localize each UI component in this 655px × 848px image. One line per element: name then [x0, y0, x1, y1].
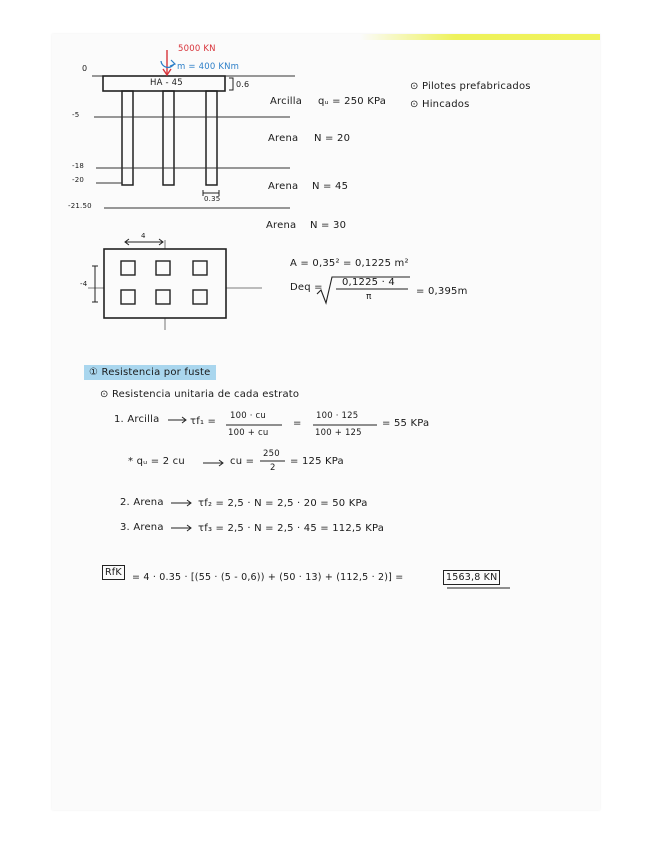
layer-3-name: Arena — [268, 181, 299, 192]
note-1: ⊙ Pilotes prefabricados — [410, 81, 531, 92]
layer-1-name: Arcilla — [270, 96, 303, 107]
arrow-qu — [203, 460, 223, 466]
arrow-arena2 — [171, 500, 191, 506]
rfk-expression: = 4 · 0.35 · [(55 · (5 - 0,6)) + (50 · 13) + (112,5 · 2)] = — [132, 572, 404, 583]
arena3-label: 3. Arena — [120, 522, 164, 533]
tau1-label: τf₁ = — [190, 416, 217, 427]
layer-2-prop: N = 20 — [314, 133, 351, 144]
cap-thickness-bracket — [229, 78, 233, 90]
tau2-formula: τf₂ = 2,5 · N = 2,5 · 20 = 50 KPa — [198, 498, 368, 509]
note-2: ⊙ Hincados — [410, 99, 470, 110]
plan-dim-top-label: 4 — [141, 232, 146, 240]
note-2-text: Hincados — [421, 99, 470, 110]
level-0: 0 — [82, 64, 88, 73]
pile-middle — [163, 91, 174, 185]
deq-numerator: 0,1225 · 4 — [342, 277, 395, 288]
plan-dim-side-value: 4 — [82, 280, 88, 288]
level-20: -20 — [72, 176, 85, 184]
frac1-denominator: 100 + cu — [228, 428, 269, 438]
qu-note: * qᵤ = 2 cu — [128, 456, 185, 467]
layer-4-name: Arena — [266, 220, 297, 231]
frac1-numerator: 100 · cu — [230, 411, 266, 421]
arcilla-label: 1. Arcilla — [114, 414, 160, 425]
load-moment-label: m = 400 KNm — [177, 62, 240, 72]
layer-1-prop: qᵤ = 250 KPa — [318, 96, 387, 107]
plan-dim-side-label: -4 — [80, 280, 88, 288]
level-18: -18 — [72, 162, 85, 170]
qu-numerator: 250 — [263, 449, 280, 459]
cu-label: cu = — [230, 456, 255, 467]
tau1-result: = 55 KPa — [382, 418, 430, 429]
pile-left — [122, 91, 133, 185]
pile-width-label: 0.35 — [204, 195, 221, 203]
cap-label: HA - 45 — [150, 78, 183, 88]
level-21-50: -21.50 — [68, 202, 92, 210]
pile-right — [206, 91, 217, 185]
deq-denominator: π — [366, 292, 372, 302]
rfk-result-box: 1563,8 KN — [443, 570, 500, 585]
layer-3-prop: N = 45 — [312, 181, 349, 192]
note-1-text: Pilotes prefabricados — [421, 81, 531, 92]
frac2-numerator: 100 · 125 — [316, 411, 359, 421]
section-subheading-text: Resistencia unitaria de cada estrato — [111, 389, 300, 400]
plan-cap — [104, 249, 226, 318]
equals-sign: = — [293, 418, 302, 429]
area-formula: A = 0,35² = 0,1225 m² — [290, 258, 409, 269]
section-heading: ① Resistencia por fuste — [84, 365, 216, 380]
arrow-arcilla — [168, 417, 186, 423]
layer-2-name: Arena — [268, 133, 299, 144]
cap-thickness-label: 0.6 — [236, 80, 250, 89]
cu-result: = 125 KPa — [290, 456, 344, 467]
deq-label: Deq = — [290, 282, 323, 293]
level-5: -5 — [72, 111, 80, 119]
load-force-label: 5000 KN — [178, 44, 216, 54]
deq-result: = 0,395m — [416, 286, 468, 297]
arena2-label: 2. Arena — [120, 497, 164, 508]
tau3-formula: τf₃ = 2,5 · N = 2,5 · 45 = 112,5 KPa — [198, 523, 385, 534]
arrow-arena3 — [171, 525, 191, 531]
section-subheading: ⊙ Resistencia unitaria de cada estrato — [100, 389, 300, 400]
layer-4-prop: N = 30 — [310, 220, 347, 231]
qu-denominator: 2 — [270, 463, 276, 473]
frac2-denominator: 100 + 125 — [315, 428, 362, 438]
rfk-label-box: RfK — [102, 565, 125, 580]
